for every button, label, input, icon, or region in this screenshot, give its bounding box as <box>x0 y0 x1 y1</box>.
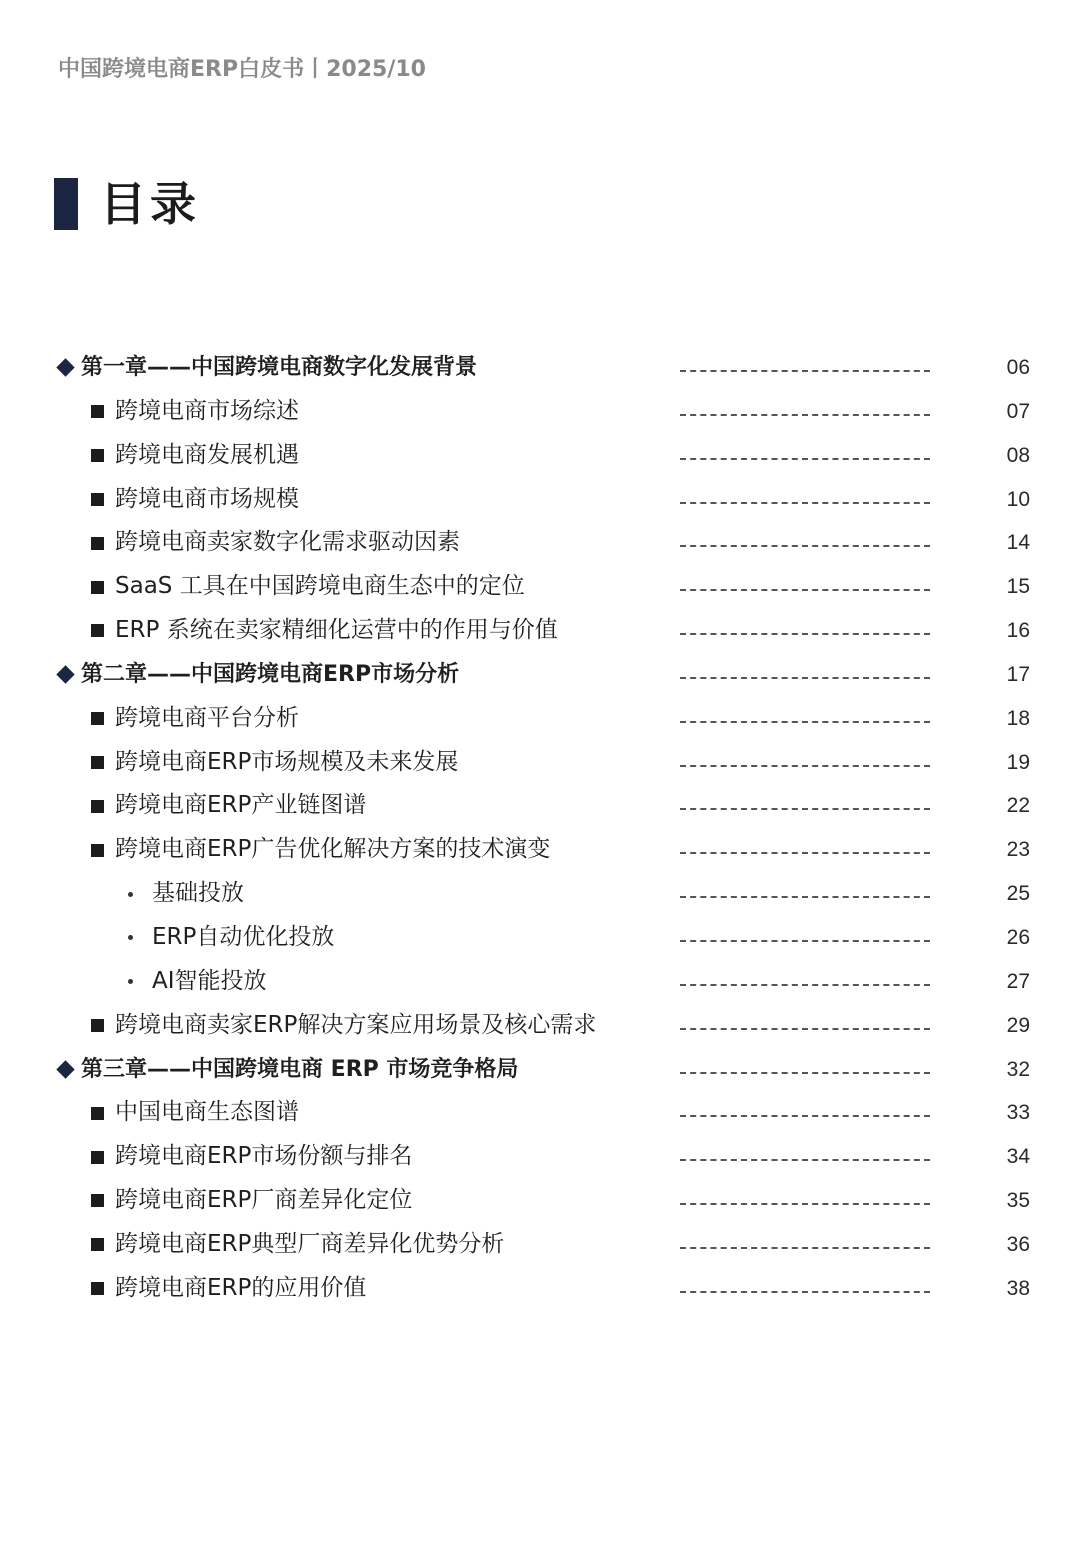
square-bullet-icon-shape <box>91 1151 104 1164</box>
toc-page-number: 33 <box>1006 1101 1030 1125</box>
square-bullet-icon-shape <box>91 756 104 769</box>
title-accent-bar <box>54 178 78 230</box>
diamond-icon-shape <box>56 1060 74 1078</box>
table-of-contents <box>0 346 1080 1311</box>
toc-entry-section[interactable] <box>0 828 1080 872</box>
square-bullet-icon <box>88 434 106 478</box>
square-bullet-icon-shape <box>91 844 104 857</box>
toc-entry-section[interactable] <box>0 697 1080 741</box>
toc-page-number: 27 <box>1006 969 1030 993</box>
toc-page-number: 19 <box>1006 750 1030 774</box>
toc-entry-title: 跨境电商平台分析 <box>115 704 299 731</box>
toc-entry-section[interactable] <box>0 390 1080 434</box>
square-bullet-icon <box>88 565 106 609</box>
square-bullet-icon-shape <box>91 449 104 462</box>
toc-page-number: 29 <box>1006 1013 1030 1037</box>
diamond-icon <box>54 346 76 390</box>
toc-entry-title: 跨境电商ERP的应用价值 <box>115 1274 367 1301</box>
dotted-leader <box>680 1028 930 1030</box>
dotted-leader <box>680 765 930 767</box>
dotted-leader <box>680 1291 930 1293</box>
toc-page-number: 15 <box>1006 575 1030 599</box>
toc-entry-section[interactable] <box>0 478 1080 522</box>
toc-entry-section[interactable] <box>0 741 1080 785</box>
toc-page-number: 36 <box>1006 1232 1030 1256</box>
square-bullet-icon-shape <box>91 581 104 594</box>
diamond-icon <box>54 1048 76 1092</box>
toc-entry-section[interactable] <box>0 609 1080 653</box>
square-bullet-icon <box>88 1223 106 1267</box>
dotted-leader <box>680 984 930 986</box>
toc-entry-title: 基础投放 <box>152 880 244 907</box>
toc-entry-sub[interactable] <box>0 960 1080 1004</box>
toc-entry-title: 跨境电商市场综述 <box>115 397 299 424</box>
square-bullet-icon-shape <box>91 800 104 813</box>
toc-page-number: 23 <box>1006 838 1030 862</box>
toc-entry-title: 跨境电商市场规模 <box>115 485 299 512</box>
dotted-leader <box>680 589 930 591</box>
square-bullet-icon-shape <box>91 712 104 725</box>
toc-page-number: 14 <box>1006 531 1030 555</box>
toc-entry-section[interactable] <box>0 521 1080 565</box>
toc-page-number: 32 <box>1006 1057 1030 1081</box>
toc-entry-section[interactable] <box>0 1223 1080 1267</box>
square-bullet-icon <box>88 697 106 741</box>
dot-bullet-icon <box>122 916 138 960</box>
square-bullet-icon-shape <box>91 493 104 506</box>
document-header: 中国跨境电商ERP白皮书丨2025/10 <box>58 57 426 82</box>
dotted-leader <box>680 852 930 854</box>
toc-entry-chapter[interactable] <box>0 1048 1080 1092</box>
page-title: 目录 <box>100 177 200 231</box>
toc-entry-section[interactable] <box>0 1179 1080 1223</box>
dot-bullet-icon-shape <box>128 935 133 940</box>
toc-entry-title: 跨境电商ERP厂商差异化定位 <box>115 1187 413 1214</box>
toc-entry-title: 跨境电商ERP广告优化解决方案的技术演变 <box>115 836 551 863</box>
toc-page-number: 34 <box>1006 1145 1030 1169</box>
toc-entry-title: 跨境电商卖家ERP解决方案应用场景及核心需求 <box>115 1011 597 1038</box>
dotted-leader <box>680 545 930 547</box>
toc-entry-title: 中国电商生态图谱 <box>115 1099 299 1126</box>
toc-page-number: 38 <box>1006 1276 1030 1300</box>
dotted-leader <box>680 677 930 679</box>
square-bullet-icon-shape <box>91 624 104 637</box>
dotted-leader <box>680 1159 930 1161</box>
square-bullet-icon <box>88 741 106 785</box>
square-bullet-icon <box>88 828 106 872</box>
square-bullet-icon <box>88 1004 106 1048</box>
toc-entry-title: 跨境电商ERP市场份额与排名 <box>115 1143 413 1170</box>
toc-entry-title: ERP自动优化投放 <box>152 923 335 950</box>
toc-entry-section[interactable] <box>0 1135 1080 1179</box>
dotted-leader <box>680 370 930 372</box>
dotted-leader <box>680 1203 930 1205</box>
square-bullet-icon <box>88 1091 106 1135</box>
toc-entry-title: AI智能投放 <box>152 967 267 994</box>
square-bullet-icon <box>88 478 106 522</box>
toc-title-block <box>54 178 200 230</box>
square-bullet-icon-shape <box>91 405 104 418</box>
dotted-leader <box>680 940 930 942</box>
toc-entry-title: SaaS 工具在中国跨境电商生态中的定位 <box>115 573 525 600</box>
dotted-leader <box>680 896 930 898</box>
dot-bullet-icon-shape <box>128 892 133 897</box>
toc-entry-chapter[interactable] <box>0 346 1080 390</box>
diamond-icon-shape <box>56 666 74 684</box>
toc-page-number: 07 <box>1006 399 1030 423</box>
dotted-leader <box>680 1115 930 1117</box>
square-bullet-icon <box>88 1135 106 1179</box>
toc-page-number: 18 <box>1006 706 1030 730</box>
toc-page-number: 16 <box>1006 619 1030 643</box>
dot-bullet-icon <box>122 872 138 916</box>
dotted-leader <box>680 458 930 460</box>
dotted-leader <box>680 808 930 810</box>
dotted-leader <box>680 633 930 635</box>
dotted-leader <box>680 502 930 504</box>
square-bullet-icon <box>88 521 106 565</box>
toc-entry-section[interactable] <box>0 1267 1080 1311</box>
square-bullet-icon-shape <box>91 1194 104 1207</box>
square-bullet-icon <box>88 1267 106 1311</box>
square-bullet-icon-shape <box>91 537 104 550</box>
toc-page-number: 22 <box>1006 794 1030 818</box>
dotted-leader <box>680 1072 930 1074</box>
toc-entry-title: ERP 系统在卖家精细化运营中的作用与价值 <box>115 617 558 644</box>
toc-entry-title: 跨境电商ERP市场规模及未来发展 <box>115 748 459 775</box>
dot-bullet-icon-shape <box>128 979 133 984</box>
square-bullet-icon <box>88 784 106 828</box>
toc-entry-section[interactable] <box>0 1091 1080 1135</box>
toc-entry-title: 第一章——中国跨境电商数字化发展背景 <box>81 355 478 380</box>
dotted-leader <box>680 414 930 416</box>
toc-page-number: 25 <box>1006 882 1030 906</box>
square-bullet-icon-shape <box>91 1107 104 1120</box>
toc-page-number: 08 <box>1006 443 1030 467</box>
dot-bullet-icon <box>122 960 138 1004</box>
square-bullet-icon-shape <box>91 1282 104 1295</box>
toc-entry-section[interactable] <box>0 784 1080 828</box>
toc-entry-section[interactable] <box>0 565 1080 609</box>
diamond-icon-shape <box>56 359 74 377</box>
toc-entry-sub[interactable] <box>0 872 1080 916</box>
square-bullet-icon-shape <box>91 1238 104 1251</box>
toc-entry-title: 跨境电商ERP产业链图谱 <box>115 792 367 819</box>
toc-entry-title: 第三章——中国跨境电商 ERP 市场竞争格局 <box>81 1056 519 1082</box>
toc-page-number: 26 <box>1006 925 1030 949</box>
dotted-leader <box>680 1247 930 1249</box>
square-bullet-icon <box>88 390 106 434</box>
square-bullet-icon <box>88 1179 106 1223</box>
toc-entry-section[interactable] <box>0 434 1080 478</box>
toc-entry-sub[interactable] <box>0 916 1080 960</box>
square-bullet-icon-shape <box>91 1019 104 1032</box>
toc-entry-title: 跨境电商发展机遇 <box>115 441 299 468</box>
toc-entry-title: 跨境电商卖家数字化需求驱动因素 <box>115 529 460 556</box>
toc-page-number: 17 <box>1006 662 1030 686</box>
diamond-icon <box>54 653 76 697</box>
toc-entry-title: 第二章——中国跨境电商ERP市场分析 <box>81 661 460 687</box>
toc-entry-chapter[interactable] <box>0 653 1080 697</box>
toc-page-number: 10 <box>1006 487 1030 511</box>
dotted-leader <box>680 721 930 723</box>
toc-entry-section[interactable] <box>0 1004 1080 1048</box>
square-bullet-icon <box>88 609 106 653</box>
toc-page-number: 35 <box>1006 1189 1030 1213</box>
toc-entry-title: 跨境电商ERP典型厂商差异化优势分析 <box>115 1230 505 1257</box>
toc-page-number: 06 <box>1006 356 1030 379</box>
